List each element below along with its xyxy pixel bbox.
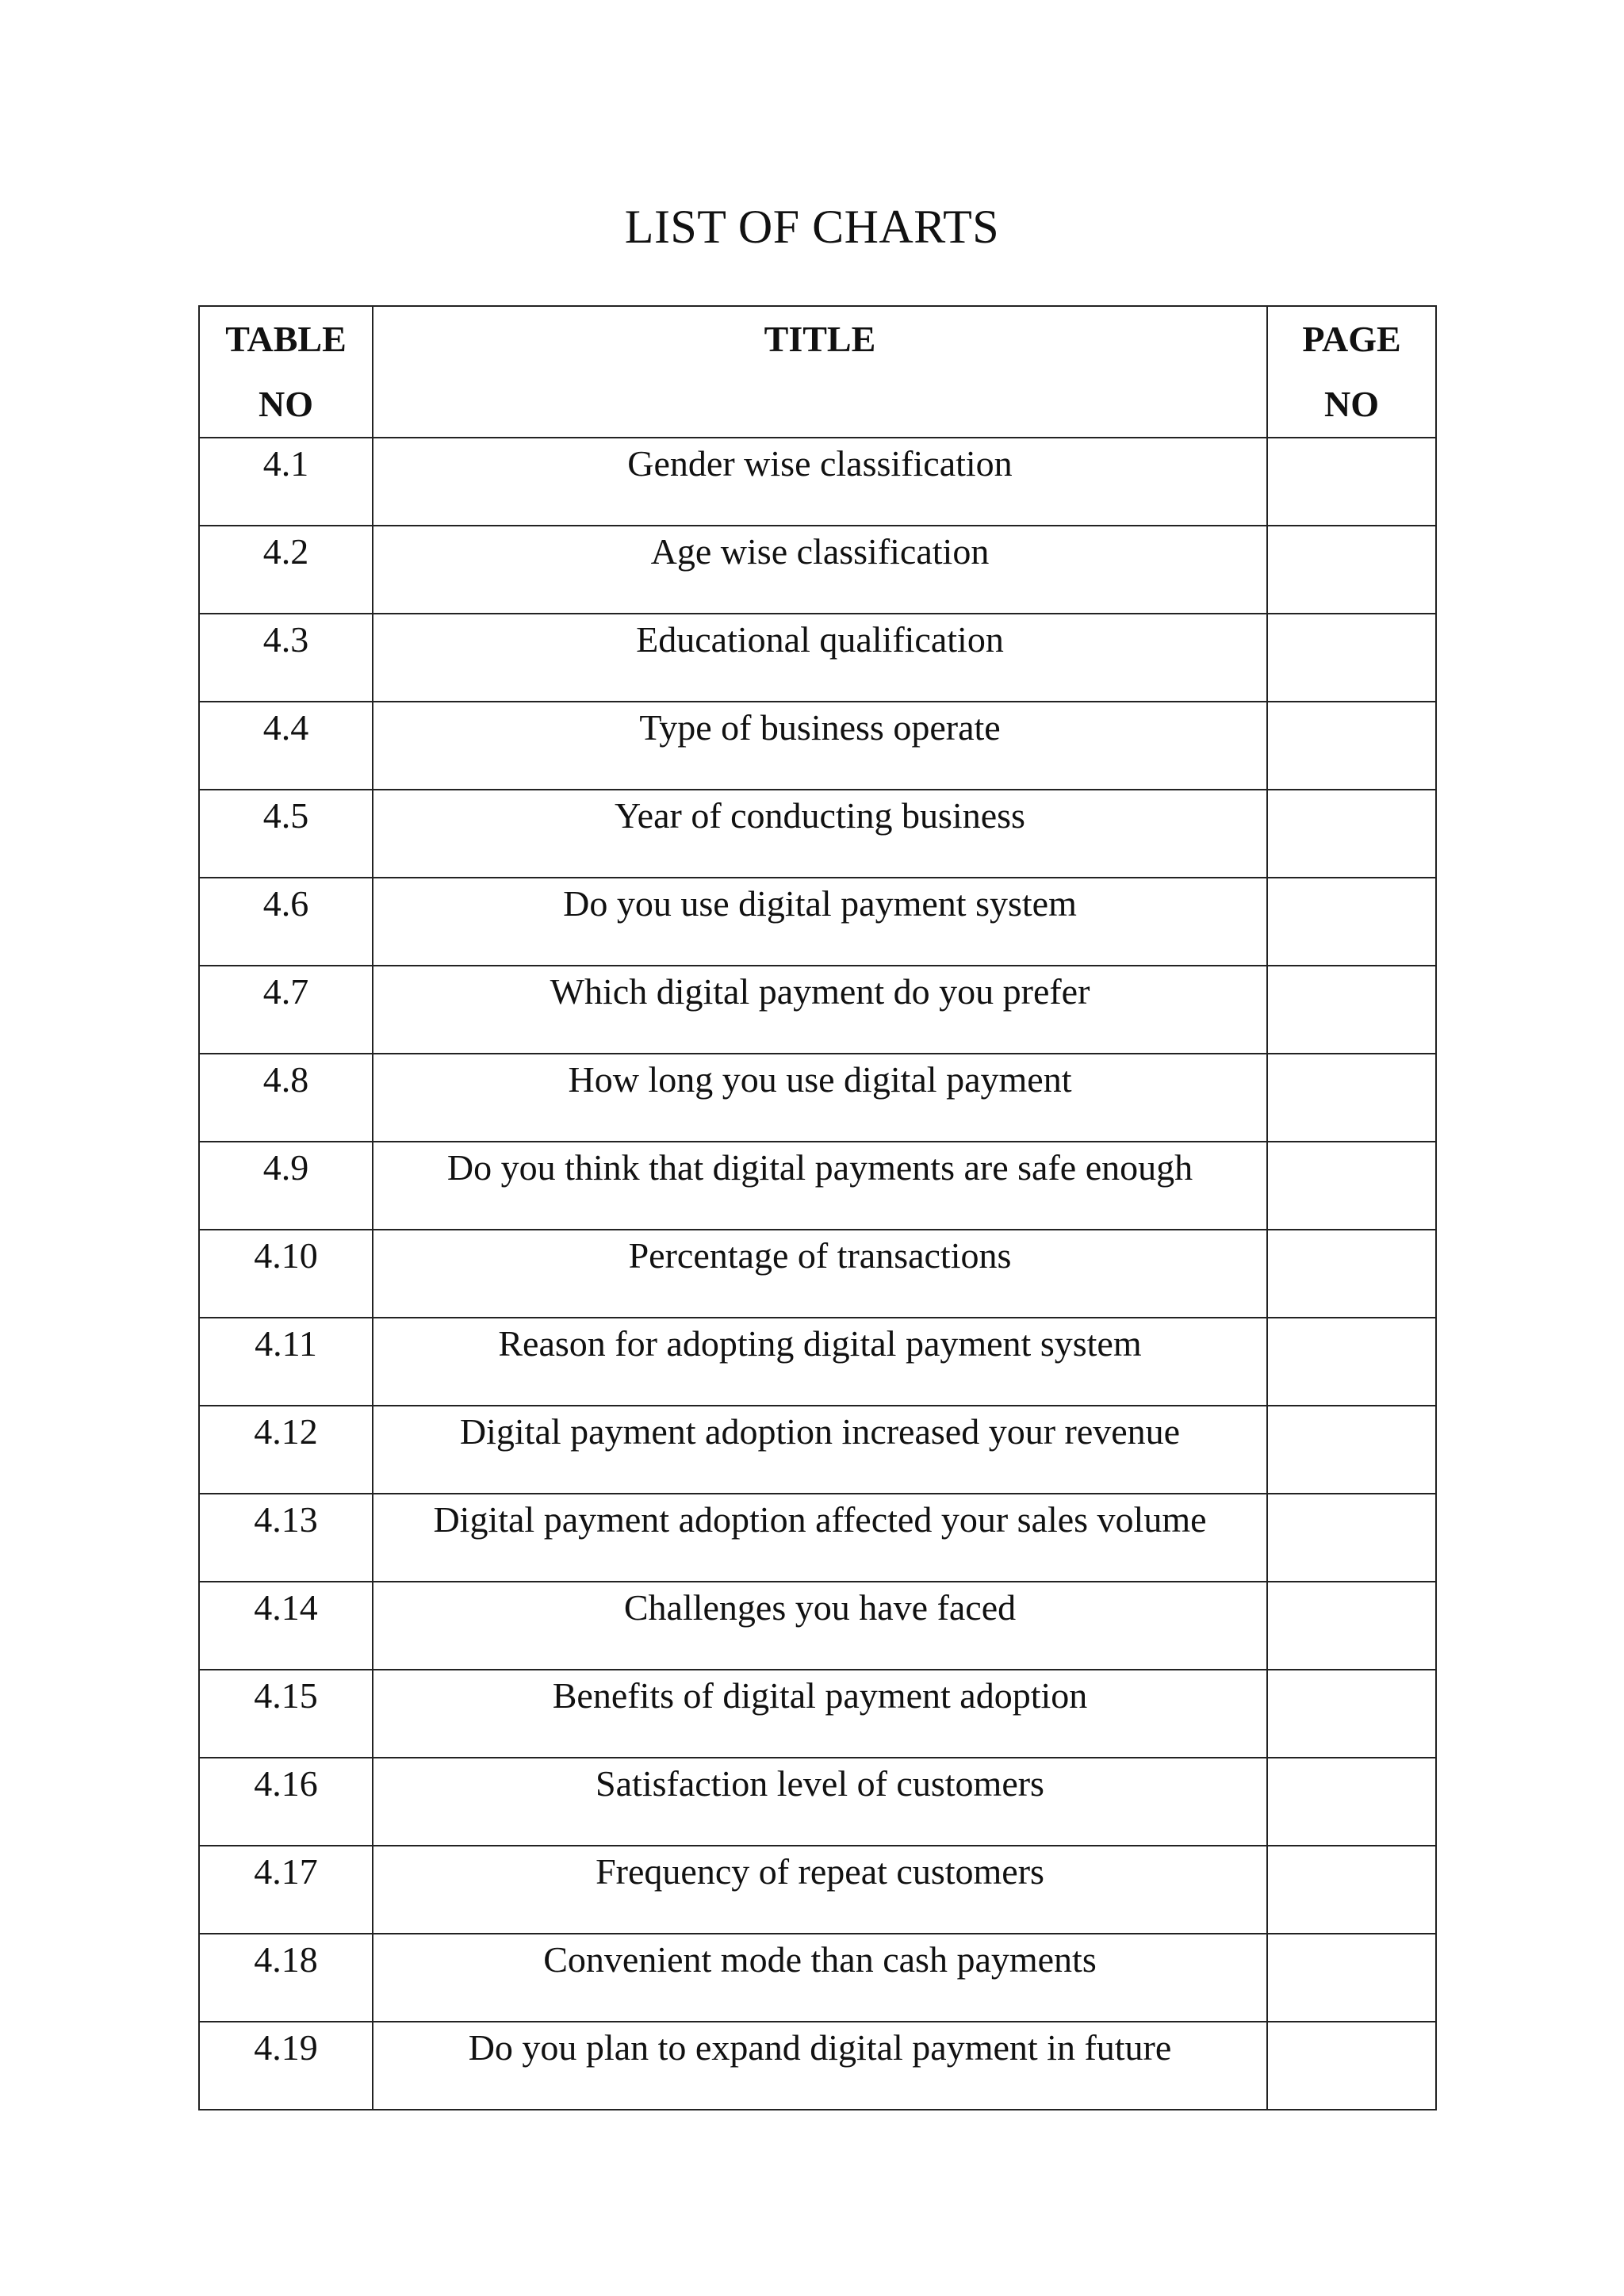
row-title: Convenient mode than cash payments [543,1939,1097,1980]
table-row [199,1142,1436,1230]
row-title-cell [373,1142,1267,1230]
row-table-no-cell [199,1230,373,1318]
row-table-no: 4.10 [254,1235,318,1276]
table-row [199,614,1436,702]
row-table-no-cell [199,1846,373,1934]
table-row [199,1582,1436,1670]
row-title: Do you plan to expand digital payment in future [468,2027,1172,2068]
row-table-no: 4.11 [255,1323,317,1364]
row-title: Satisfaction level of customers [596,1763,1044,1804]
row-table-no-cell [199,1494,373,1582]
row-table-no: 4.17 [254,1851,318,1892]
row-table-no: 4.6 [262,883,309,924]
header-page-no-line1: PAGE [1302,319,1401,359]
row-title-cell [373,878,1267,966]
row-page-no [1268,1582,1435,1584]
row-table-no: 4.9 [262,1147,309,1188]
header-table-no-line1: TABLE [225,319,347,359]
row-page-no-cell [1267,526,1436,614]
row-page-no-cell [1267,1406,1436,1494]
row-page-no [1268,878,1435,880]
row-table-no-cell [199,1582,373,1670]
row-table-no: 4.5 [262,795,309,836]
charts-table [198,305,1437,2110]
row-title: Educational qualification [636,619,1004,660]
header-table-no-line2: NO [259,384,313,424]
row-title-cell [373,1758,1267,1846]
row-page-no [1268,1318,1435,1320]
row-title: Challenges you have faced [623,1587,1017,1628]
row-title-cell [373,1406,1267,1494]
row-page-no [1268,1230,1435,1232]
row-table-no: 4.8 [262,1059,309,1100]
row-table-no-cell [199,1758,373,1846]
table-row [199,878,1436,966]
row-page-no-cell [1267,702,1436,790]
row-table-no: 4.19 [254,2027,318,2068]
row-page-no [1268,438,1435,440]
table-row [199,2022,1436,2110]
table-row [199,526,1436,614]
row-page-no-cell [1267,1934,1436,2022]
row-page-no [1268,1758,1435,1760]
row-page-no-cell [1267,790,1436,878]
row-page-no [1268,702,1435,704]
table-row [199,1934,1436,2022]
row-title: Age wise classification [650,531,990,572]
row-page-no [1268,1494,1435,1496]
header-title-label: TITLE [764,319,876,359]
header-title [373,306,1267,438]
header-table-no [199,306,373,438]
row-page-no-cell [1267,438,1436,526]
row-title-cell [373,438,1267,526]
row-table-no-cell [199,1054,373,1142]
row-table-no: 4.12 [254,1411,318,1452]
row-title-cell [373,702,1267,790]
table-body [199,438,1436,2110]
row-title-cell [373,1494,1267,1582]
row-title-cell [373,966,1267,1054]
row-title: How long you use digital payment [568,1059,1072,1100]
row-page-no-cell [1267,1670,1436,1758]
row-table-no: 4.4 [262,707,309,748]
row-table-no: 4.7 [262,971,309,1012]
table-row [199,1846,1436,1934]
table-row [199,1670,1436,1758]
row-page-no [1268,2022,1435,2024]
header-page-no-line2: NO [1324,384,1379,424]
row-title: Do you use digital payment system [563,883,1077,924]
table-row [199,1054,1436,1142]
row-title: Type of business operate [639,707,1001,748]
page-title: LIST OF CHARTS [624,201,1000,253]
table-row [199,966,1436,1054]
row-title-cell [373,614,1267,702]
row-table-no-cell [199,1142,373,1230]
row-title-cell [373,526,1267,614]
row-title-cell [373,1846,1267,1934]
row-page-no [1268,1054,1435,1056]
row-page-no-cell [1267,1142,1436,1230]
row-table-no-cell [199,1318,373,1406]
row-title: Digital payment adoption increased your revenue [459,1411,1181,1452]
table-header-row [199,306,1436,438]
row-table-no-cell [199,526,373,614]
table-row [199,438,1436,526]
row-title-cell [373,790,1267,878]
row-page-no-cell [1267,878,1436,966]
row-table-no-cell [199,1670,373,1758]
row-title: Do you think that digital payments are safe enough [446,1147,1193,1188]
row-title: Year of conducting business [615,795,1025,836]
row-table-no: 4.3 [262,619,309,660]
row-title: Benefits of digital payment adoption [552,1675,1088,1716]
row-title-cell [373,1582,1267,1670]
row-page-no-cell [1267,966,1436,1054]
row-page-no-cell [1267,1846,1436,1934]
row-title-cell [373,1670,1267,1758]
row-page-no-cell [1267,2022,1436,2110]
row-page-no-cell [1267,614,1436,702]
row-page-no [1268,790,1435,792]
row-table-no-cell [199,614,373,702]
row-page-no [1268,1934,1435,1936]
row-page-no-cell [1267,1230,1436,1318]
row-table-no: 4.15 [254,1675,318,1716]
row-page-no [1268,1142,1435,1144]
row-page-no-cell [1267,1582,1436,1670]
row-page-no [1268,614,1435,616]
table-row [199,1230,1436,1318]
row-table-no-cell [199,966,373,1054]
row-title-cell [373,1318,1267,1406]
row-table-no: 4.14 [254,1587,318,1628]
row-page-no [1268,526,1435,528]
row-page-no-cell [1267,1758,1436,1846]
row-table-no-cell [199,438,373,526]
table-row [199,702,1436,790]
row-title: Digital payment adoption affected your sales volume [433,1499,1207,1540]
row-table-no: 4.13 [254,1499,318,1540]
row-title: Which digital payment do you prefer [550,971,1090,1012]
row-table-no-cell [199,790,373,878]
row-title-cell [373,1934,1267,2022]
row-table-no-cell [199,1406,373,1494]
row-title-cell [373,1230,1267,1318]
row-page-no-cell [1267,1318,1436,1406]
row-page-no-cell [1267,1494,1436,1582]
row-title: Frequency of repeat customers [596,1851,1044,1892]
row-page-no-cell [1267,1054,1436,1142]
table-row [199,1494,1436,1582]
row-table-no: 4.2 [262,531,309,572]
row-table-no: 4.16 [254,1763,318,1804]
row-title: Gender wise classification [627,443,1013,484]
row-page-no [1268,1406,1435,1408]
row-title-cell [373,1054,1267,1142]
row-table-no-cell [199,702,373,790]
row-page-no [1268,966,1435,968]
row-title-cell [373,2022,1267,2110]
table-row [199,1318,1436,1406]
table-row [199,1758,1436,1846]
table-row [199,790,1436,878]
row-table-no-cell [199,2022,373,2110]
row-title: Reason for adopting digital payment system [498,1323,1142,1364]
row-table-no: 4.18 [254,1939,318,1980]
table-row [199,1406,1436,1494]
row-page-no [1268,1670,1435,1672]
row-title: Percentage of transactions [628,1235,1012,1276]
row-page-no [1268,1846,1435,1848]
row-table-no: 4.1 [262,443,309,484]
header-page-no [1267,306,1436,438]
row-table-no-cell [199,1934,373,2022]
row-table-no-cell [199,878,373,966]
